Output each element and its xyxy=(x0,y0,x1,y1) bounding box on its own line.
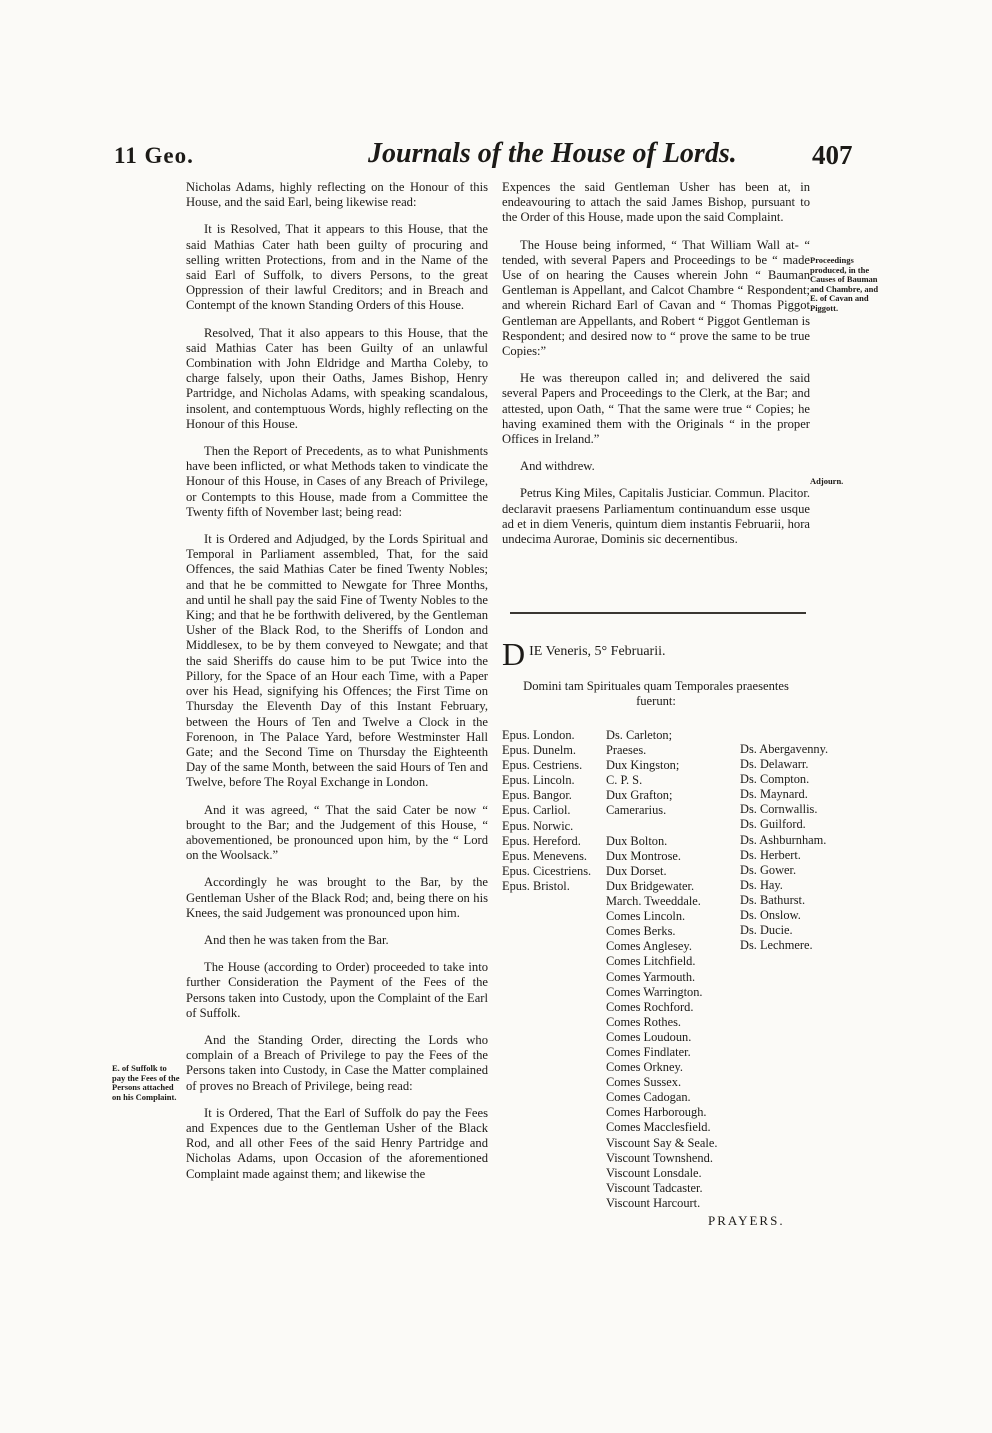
lord-entry: Epus. Menevens. xyxy=(502,848,587,863)
lord-entry: Dux Montrose. xyxy=(606,848,682,863)
lord-entry: Viscount Townshend. xyxy=(606,1150,713,1165)
barons-list xyxy=(740,742,870,953)
paragraph: Nicholas Adams, highly reflecting on the Honour of this House, and the said Earl, being likewise read: xyxy=(186,180,488,210)
paragraph: It is Ordered, That the Earl of Suffolk do pay the Fees and Expences due to the Gentleman Usher of the Black Rod, and all other Fees of the said Henry Partridge and Nicholas Adams, upon Occasion of the aforementioned Complaint made against them; and likewise the xyxy=(186,1105,488,1181)
lord-entry: Comes Rochford. xyxy=(606,999,694,1014)
lord-entry: Comes Warrington. xyxy=(606,984,703,999)
lord-entry: Comes Anglesey. xyxy=(606,939,692,954)
lord-entry: Ds. Delawarr. xyxy=(740,757,809,772)
lord-entry: Comes Findlater. xyxy=(606,1044,691,1059)
catchword: PRAYERS. xyxy=(708,1213,785,1228)
lord-entry: Viscount Say & Seale. xyxy=(606,1135,718,1150)
paragraph: Accordingly he was brought to the Bar, by the Gentleman Usher of the Black Rod; and, being there on his Knees, the said Judgement was pronounced upon him. xyxy=(186,875,488,920)
lord-entry: Ds. Lechmere. xyxy=(740,938,813,953)
lord-entry: Comes Yarmouth. xyxy=(606,969,696,984)
lord-entry: Comes Lincoln. xyxy=(606,909,686,924)
lord-entry: Epus. Carliol. xyxy=(502,803,571,818)
paragraph: He was thereupon called in; and delivered the said several Papers and Proceedings to the Clerk, at the Bar; and attested, upon Oath, “ That the same were true “ Copies; he having examined them with the Originals “ in the proper Offices in Ireland.” xyxy=(502,371,810,447)
lord-entry: Epus. London. xyxy=(502,728,575,742)
lord-entry: Comes Litchfield. xyxy=(606,954,696,969)
lord-entry: Dux Bolton. xyxy=(606,833,668,848)
lord-entry: Ds. Cornwallis. xyxy=(740,802,818,817)
lord-entry: Dux Dorset. xyxy=(606,863,667,878)
paragraph: Petrus King Miles, Capitalis Justiciar. Commun. Placitor. declaravit praesens Parliamentum continuandum esse usque ad et in diem Veneris, quintum diem instantis Februarii, hora undecima Aurorae, Dominis sic decernentibus. xyxy=(502,486,810,547)
paragraph: Expences the said Gentleman Usher has been at, in endeavouring to attach the said James Bishop, pursuant to the Order of this House, made upon the said Complaint. xyxy=(502,180,810,225)
lord-entry: Comes Sussex. xyxy=(606,1075,682,1090)
lord-entry: Epus. Bangor. xyxy=(502,788,572,803)
lord-entry: Viscount Lonsdale. xyxy=(606,1165,702,1180)
margin-note-proceedings: Proceedings produced, in the Causes of Bauman and Chambre, and E. of Cavan and Piggott. xyxy=(810,255,879,313)
paragraph: It is Ordered and Adjudged, by the Lords Spiritual and Temporal in Parliament assembled, That, for the said Offences, the said Mathias Cater be fined Twenty Nobles; and that he be committed to Newgate for Three Months, and until he shall pay the said Fine of Twenty Nobles to the King; and that he be forthwith delivered, by the Gentleman Usher of the Black Rod, to the Sheriffs of London and Middlesex, to be by them conveyed to Newgate; and that the said Sheriffs do cause him to be put Twice into the Pillory, for the Space of an Hour each Time, with a Paper over his Head, signifying his Offences; the First Time on Thursday the Eleventh Day of this Instant February, between the Hours of Ten and Twelve a Clock in the Forenoon, in The Palace Yard, before Westminster Hall Gate; and the Second Time on Thursday the Eighteenth Day of the same Month, between the said Hours of Ten and Twelve, before The Royal Exchange in London. xyxy=(186,532,488,790)
running-head-title: Journals of the House of Lords. xyxy=(368,138,737,169)
lord-entry: Epus. Dunelm. xyxy=(502,743,576,758)
left-column xyxy=(186,180,488,1194)
paragraph: Then the Report of Precedents, as to what Punishments have been inflicted, or what Methods taken to vindicate the Honour of this House, in Cases of any Breach of Privilege, or Contempts to this House, made from a Committee the Twenty fifth of November last; being read: xyxy=(186,444,488,519)
lord-entry: Epus. Cicestriens. xyxy=(502,863,592,878)
bishops-list xyxy=(502,728,612,894)
paragraph: And the Standing Order, directing the Lords who complain of a Breach of Privilege to pay the Fees of the Persons taken into Custody, in Case the Matter complained of proves no Breach of Privilege, being read: xyxy=(186,1032,488,1093)
lord-entry: Ds. Abergavenny. xyxy=(740,742,829,756)
lord-entry: Ds. Compton. xyxy=(740,772,810,787)
lord-entry: Ds. Gower. xyxy=(740,862,797,877)
sitting-date-text: IE Veneris, 5° Februarii. xyxy=(529,644,666,659)
lord-entry: Comes Loudoun. xyxy=(606,1029,692,1044)
lord-entry: Ds. Onslow. xyxy=(740,908,801,923)
lord-entry: C. P. S. xyxy=(606,773,643,788)
lord-entry xyxy=(606,819,746,834)
lord-entry: Ds. Herbert. xyxy=(740,847,801,862)
lord-entry: March. Tweeddale. xyxy=(606,894,701,909)
lord-entry: Dux Kingston; xyxy=(606,758,680,773)
lord-entry: Comes Rothes. xyxy=(606,1014,682,1029)
lord-entry: Ds. Ashburnham. xyxy=(740,832,827,847)
lord-entry: Dux Grafton; xyxy=(606,788,673,803)
lord-entry: Ds. Hay. xyxy=(740,877,783,892)
lord-entry: Ds. Maynard. xyxy=(740,787,808,802)
margin-note-suffolk: E. of Suffolk to pay the Fees of the Persons attached on his Complaint. xyxy=(112,1063,180,1102)
lord-entry: Epus. Norwic. xyxy=(502,818,574,833)
paragraph: Resolved, That it also appears to this House, that the said Mathias Cater has been Guilty of an unlawful Combination with John Eldridge and Martha Coleby, to charge falsely, upon their Oaths, James Bishop, Henry Partridge, and Nicholas Adams, with speaking scandalous, insolent, and contemptuous Words, highly reflecting on the Honour of this House. xyxy=(186,325,488,431)
section-divider xyxy=(510,612,806,615)
running-head-left: 11 Geo. xyxy=(114,143,194,168)
drop-cap: D xyxy=(502,636,526,672)
sitting-heading xyxy=(502,636,666,672)
lord-entry: Dux Bridgewater. xyxy=(606,878,695,893)
lord-entry: Ds. Bathurst. xyxy=(740,892,806,907)
lord-entry: Comes Orkney. xyxy=(606,1060,683,1075)
lord-entry: Ds. Ducie. xyxy=(740,923,793,938)
lord-entry: Epus. Bristol. xyxy=(502,878,570,893)
lord-entry: Praeses. xyxy=(606,743,647,758)
page-number: 407 xyxy=(812,140,853,170)
paragraph: The House (according to Order) proceeded to take into further Consideration the Payment of the Fees of the Persons taken into Custody, upon the Complaint of the Earl of Suffolk. xyxy=(186,960,488,1020)
lord-entry: Camerarius. xyxy=(606,803,667,818)
lord-entry: Epus. Lincoln. xyxy=(502,773,575,788)
lord-entry: Comes Cadogan. xyxy=(606,1090,691,1105)
lord-entry: Ds. Carleton; xyxy=(606,728,673,742)
dukes-earls-list xyxy=(606,728,746,1211)
lord-entry: Ds. Guilford. xyxy=(740,817,806,832)
paragraph: And then he was taken from the Bar. xyxy=(204,932,389,947)
lord-entry: Comes Harborough. xyxy=(606,1105,707,1120)
lord-entry: Epus. Cestriens. xyxy=(502,758,583,773)
paragraph: And withdrew. xyxy=(520,459,595,474)
paragraph: It is Resolved, That it appears to this House, that the said Mathias Cater hath been guilty of procuring and selling written Protections, from and in the Name of the said Earl of Suffolk, to divers Persons, to the great Oppression of their lawful Creditors; and in Breach and Contempt of the known Standing Orders of this House. xyxy=(186,222,488,313)
lord-entry: Epus. Hereford. xyxy=(502,833,581,848)
lord-entry: Comes Berks. xyxy=(606,924,676,939)
lord-entry: Comes Macclesfield. xyxy=(606,1120,711,1135)
paragraph: And it was agreed, “ That the said Cater be now “ brought to the Bar; and the Judgement of this House, “ abovementioned, be pronounced upon him, by the “ Lord on the Woolsack.” xyxy=(186,802,488,863)
lord-entry: Viscount Tadcaster. xyxy=(606,1180,703,1195)
lord-entry: Viscount Harcourt. xyxy=(606,1195,701,1210)
paragraph: The House being informed, “ That William Wall at- “ tended, with several Papers and Proceedings to be “ made Use of on hearing the Causes wherein John “ Bauman Gentleman is Appellant, and Calcot Chambre “ Respondent; and wherein Richard Earl of Cavan and “ Thomas Piggot Gentleman are Appellants, and Robert “ Piggot Gentleman is Respondent; and desired now to “ prove the same to be true Copies:” xyxy=(502,237,810,359)
margin-note-adjourn: Adjourn. xyxy=(810,476,844,486)
attendance-heading: Domini tam Spirituales quam Temporales praesentes fuerunt: xyxy=(523,679,789,708)
right-column xyxy=(502,180,810,559)
